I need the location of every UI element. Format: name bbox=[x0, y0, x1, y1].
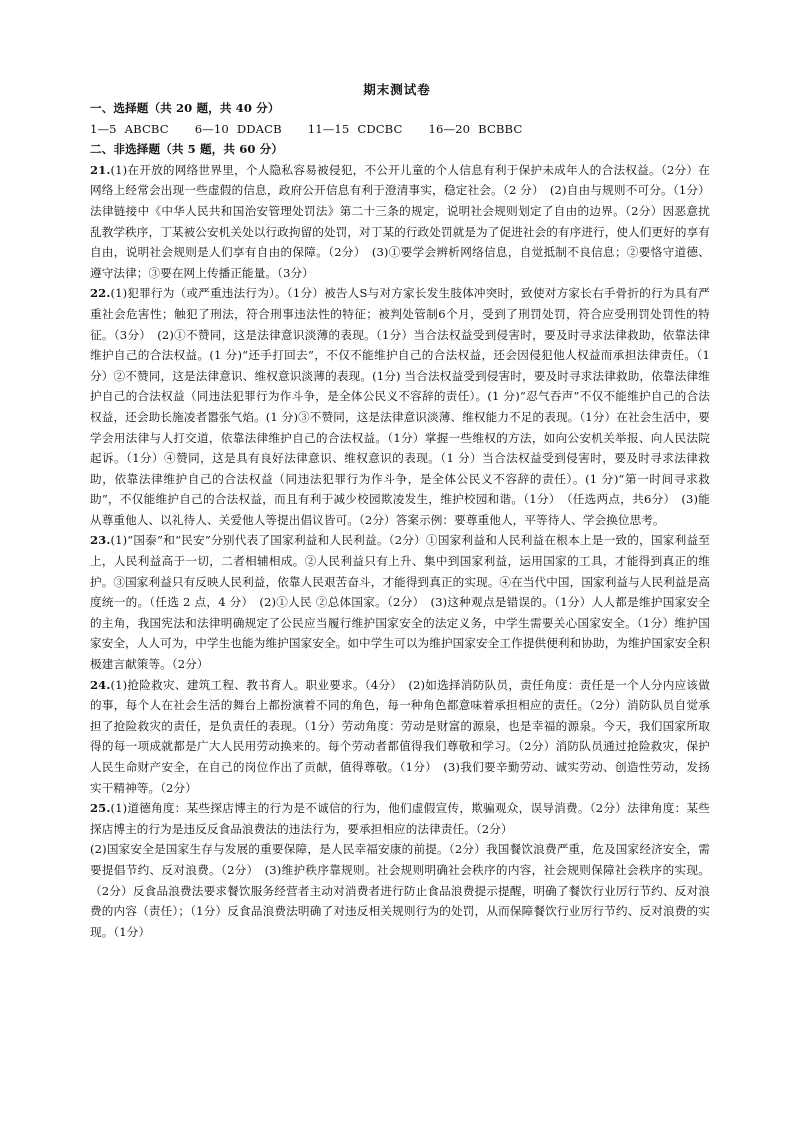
section1-heading: 一、选择题（共 20 题，共 40 分） bbox=[90, 101, 280, 115]
question-22 bbox=[90, 283, 710, 530]
answer-group: ABCBC bbox=[124, 121, 169, 136]
answer-range: 6—10 bbox=[194, 121, 229, 136]
question-answer-text: (1)抢险救灾、建筑工程、教书育人。职业要求。（4分） (2)如选择消防队员，责任角度：责任是一个人分内应该做的事，每个人在社会生活的舞台上都扮演着不同的角色，每一种角色都意味着承担相应的责任。（2分）消防队员自觉承担了抢险救灾的责任，是负责任的表现。（1分）劳动角度：劳动是财富的源泉，也是幸福的源泉。今天，我们国家所取得的每一项成就都是广大人民用劳动换来的。每个劳动者都值得我们尊敬和学习。（2分）消防队员通过抢险救灾，保护人民生命财产安全，在自己的岗位作出了贡献，值得尊敬。（1分） (3)我们要辛勤劳动、诚实劳动、创造性劳动，发扬实干精神等。（2分） bbox=[90, 677, 710, 795]
question-number: 24. bbox=[90, 677, 111, 692]
page-title: 期末测试卷 bbox=[363, 82, 431, 97]
answer-group: CDCBC bbox=[357, 121, 403, 136]
question-answer-text: (1)“国泰”和“民安”分别代表了国家利益和人民利益。（2分）①国家利益和人民利益在根本上是一致的，国家利益至上，人民利益高于一切，二者相辅相成。②人民利益只有上升、集中到国家利益，运用国家的工具，才能得到真正的维护。③国家利益只有反映人民利益，依靠人民艰苦奋斗，才能得到真正的实现。④在当代中国，国家利益与人民利益是高度统一的。（任选 2 点，4 分） (2)①人民 ②总体国家。（2分） (3)这种观点是错误的。（1分）人人都是维护国家安全的主角，我国宪法和法律明确规定了公民应当履行维护国家安全的法定义务，中学生需要关心国家安全。（1分）维护国家安全，人人可为，中学生也能为维护国家安全。如中学生可以为维护国家安全工作提供便利和协助，为维护国家安全积极建言献策等。（2分） bbox=[90, 533, 710, 672]
answer-group: DDACB bbox=[236, 121, 282, 136]
answer-range: 1—5 bbox=[90, 121, 117, 136]
answer-range: 11—15 bbox=[307, 121, 350, 136]
document-body bbox=[90, 98, 710, 942]
question-answer-text: (1)道德角度：某些探店博主的行为是不诚信的行为，他们虚假宣传，欺骗观众，误导消费。（2分）法律角度：某些探店博主的行为是违反反食品浪费法的违法行为，要承担相应的法律责任。（2分） bbox=[90, 801, 710, 836]
question-24 bbox=[90, 675, 710, 799]
answer-range: 16—20 bbox=[428, 121, 471, 136]
section2-heading: 二、非选择题（共 5 题，共 60 分） bbox=[90, 142, 284, 157]
question-25 bbox=[90, 798, 710, 839]
answer-group: BCBBC bbox=[478, 121, 523, 136]
question-21 bbox=[90, 160, 710, 284]
question-answer-text: (1)犯罪行为（或严重违法行为）。（1分）被告人S与对方家长发生肢体冲突时，致使对方家长右手骨折的行为具有严重社会危害性；触犯了刑法，符合刑事违法性的特征；被判处管制6个月，受到了刑罚处罚，符合应受刑罚处罚性的特征。（3分） (2)①不赞同，这是法律意识淡薄的表现。（1分）当合法权益受到侵害时，要及时寻求法律救助，依靠法律维护自己的合法权益。(1 分)“还手打回去”，不仅不能维护自己的合法权益，还会因侵犯他人权益而承担法律责任。（1分）②不赞同，这是法律意识、维权意识淡薄的表现。(1分) 当合法权益受到侵害时，要及时寻求法律救助，依靠法律维护自己的合法权益（同违法犯罪行为作斗争，是全体公民义不容辞的责任）。(1 分)“忍气吞声”不仅不能维护自己的合法权益，还会助长施凌者嚣张气焰。(1 分)③不赞同，这是法律意识淡薄、维权能力不足的表现。（1分）在社会生活中，要学会用法律与人打交道，依靠法律维护自己的合法权益。（1分）掌握一些维权的方法，如向公安机关举报、向人民法院起诉。（1分）④赞同，这是具有良好法律意识、维权意识的表现。（1 分）当合法权益受到侵害时，要及时寻求法律救助，依靠法律维护自己的合法权益（同违法犯罪行为作斗争，是全体公民义不容辞的责任）。(1 分)“第一时间寻求救助”，不仅能维护自己的合法权益，而且有利于减少校园欺凌发生，维护校园和谐。（1分） （任选两点，共6分） (3)能从尊重他人、以礼待人、关爱他人等提出倡议皆可。（2分）答案示例：要尊重他人，平等待人、学会换位思考。 bbox=[90, 286, 710, 527]
question-number: 25. bbox=[90, 801, 111, 816]
question-23 bbox=[90, 530, 710, 674]
question-answer-text: (1)在开放的网络世界里，个人隐私容易被侵犯，不公开儿童的个人信息有利于保护未成年人的合法权益。（2分）在网络上经常会出现一些虚假的信息，政府公开信息有利于澄清事实，稳定社会。（2 分） (2)自由与规则不可分。（1分）法律链接中《中华人民共和国治安管理处罚法》第二十三条的规定，说明社会规则划定了自由的边界。（2分）因恶意扰乱教学秩序，丁某被公安机关处以行政拘留的处罚，对丁某的行政处罚就是为了促进社会的有序进行，使人们更好的享有自由，说明社会规则是人们享有自由的保障。（2分） (3)①要学会辨析网络信息，自觉抵制不良信息；②要恪守道德、遵守法律；③要在网上传播正能量。（3分） bbox=[90, 162, 710, 280]
question-number: 23. bbox=[90, 533, 111, 548]
question-25-part2: (2)国家安全是国家生存与发展的重要保障，是人民幸福安康的前提。（2分）我国餐饮浪费严重，危及国家经济安全，需要提倡节约、反对浪费。（2分） (3)维护秩序靠规则。社会规则明确社会秩序的内容，社会规则保障社会秩序的实现。（2分）反食品浪费法要求餐饮服务经营者主动对消费者进行防止食品浪费提示提醒，明确了餐饮行业厉行节约、反对浪费的内容（责任）；（1分）反食品浪费法明确了对违反相关规则行为的处罚，从而保障餐饮行业厉行节约、反对浪费的实现。（1分） bbox=[90, 842, 710, 939]
question-number: 22. bbox=[90, 286, 111, 301]
choice-answers-row bbox=[90, 119, 710, 140]
question-number: 21. bbox=[90, 162, 111, 177]
